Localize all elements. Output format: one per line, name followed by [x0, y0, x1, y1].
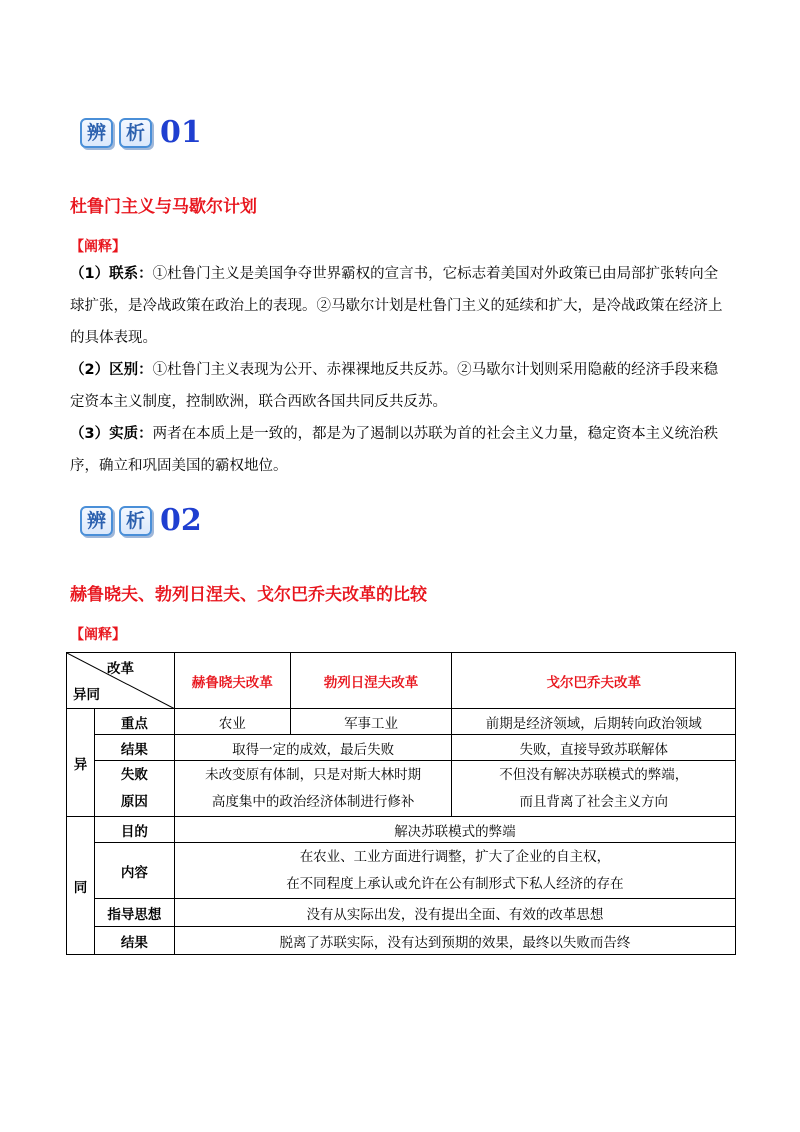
cell-same-result: 脱离了苏联实际，没有达到预期的效果，最终以失败而告终 — [174, 927, 735, 955]
group-label-diff: 异 — [67, 709, 95, 817]
paragraph-label: （1）联系： — [70, 266, 153, 282]
cell-goal: 解决苏联模式的弊端 — [174, 817, 735, 843]
row-label-same-result: 结果 — [94, 927, 174, 955]
section-2-title: 赫鲁晓夫、勃列日涅夫、戈尔巴乔夫改革的比较 — [70, 585, 427, 605]
cell-focus-brezhnev: 军事工业 — [290, 709, 452, 735]
cell-focus-khrushchev: 农业 — [174, 709, 290, 735]
cell-failure-gorbachev — [452, 761, 736, 817]
header-gorbachev: 戈尔巴乔夫改革 — [452, 653, 736, 709]
row-label-failure-reason — [94, 761, 174, 817]
section-1-title: 杜鲁门主义与马歇尔计划 — [70, 197, 257, 217]
cell-result-gorbachev: 失败，直接导致苏联解体 — [452, 735, 736, 761]
corner-top-label: 改革 — [107, 661, 134, 677]
header-brezhnev: 勃列日涅夫改革 — [290, 653, 452, 709]
paragraph-text: ①杜鲁门主义是美国争夺世界霸权的宣言书，它标志着美国对外政策已由局部扩张转向全球扩张，是冷战政策在政治上的表现。②马歇尔计划是杜鲁门主义的延续和扩大，是冷战政策在经济上的具体表现。 — [70, 266, 723, 346]
text-line: 不但没有解决苏联模式的弊端， — [499, 766, 689, 783]
section-1-header — [80, 108, 202, 148]
text-line: 在不同程度上承认或允许在公有制形式下私人经济的存在 — [286, 875, 624, 892]
paragraph-difference — [70, 354, 730, 418]
row-label-guiding: 指导思想 — [94, 899, 174, 927]
paragraph-label: （3）实质： — [70, 426, 153, 442]
paragraph-text: ①杜鲁门主义表现为公开、赤裸裸地反共反苏。②马歇尔计划则采用隐蔽的经济手段来稳定资本主义制度，控制欧洲，联合西欧各国共同反共反苏。 — [70, 362, 719, 410]
paragraph-essence — [70, 418, 730, 482]
paragraph-text: 两者在本质上是一致的，都是为了遏制以苏联为首的社会主义力量，稳定资本主义统治秩序，确立和巩固美国的霸权地位。 — [70, 426, 719, 474]
cell-guiding: 没有从实际出发，没有提出全面、有效的改革思想 — [174, 899, 735, 927]
section-1-body — [70, 258, 730, 482]
badge-xi: 析 — [119, 506, 152, 536]
text-line: 高度集中的政治经济体制进行修补 — [211, 793, 415, 810]
row-label-content: 内容 — [94, 843, 174, 899]
paragraph-relation — [70, 258, 730, 354]
label-line: 失败 — [120, 766, 148, 783]
table-corner-header — [67, 653, 175, 709]
text-line: 在农业、工业方面进行调整，扩大了企业的自主权， — [299, 848, 611, 865]
section-2-tag: 【阐释】 — [70, 627, 126, 643]
badge-xi: 析 — [119, 118, 152, 148]
corner-bottom-label: 异同 — [73, 687, 100, 703]
comparison-table — [66, 652, 736, 955]
section-2-header — [80, 496, 202, 536]
cell-result-kb: 取得一定的成效，最后失败 — [174, 735, 452, 761]
group-label-same: 同 — [67, 817, 95, 955]
cell-focus-gorbachev: 前期是经济领域，后期转向政治领域 — [452, 709, 736, 735]
badge-bian: 辨 — [80, 118, 113, 148]
text-line: 而且背离了社会主义方向 — [519, 793, 668, 810]
row-label-result: 结果 — [94, 735, 174, 761]
section-number: 01 — [160, 115, 202, 150]
row-label-focus: 重点 — [94, 709, 174, 735]
badge-bian: 辨 — [80, 506, 113, 536]
paragraph-label: （2）区别： — [70, 362, 153, 378]
cell-content — [174, 843, 735, 899]
cell-failure-kb — [174, 761, 452, 817]
text-line: 未改变原有体制，只是对斯大林时期 — [205, 766, 422, 783]
header-khrushchev: 赫鲁晓夫改革 — [174, 653, 290, 709]
section-1-tag: 【阐释】 — [70, 239, 126, 255]
row-label-goal: 目的 — [94, 817, 174, 843]
section-number: 02 — [160, 503, 202, 538]
label-line: 原因 — [120, 793, 148, 810]
